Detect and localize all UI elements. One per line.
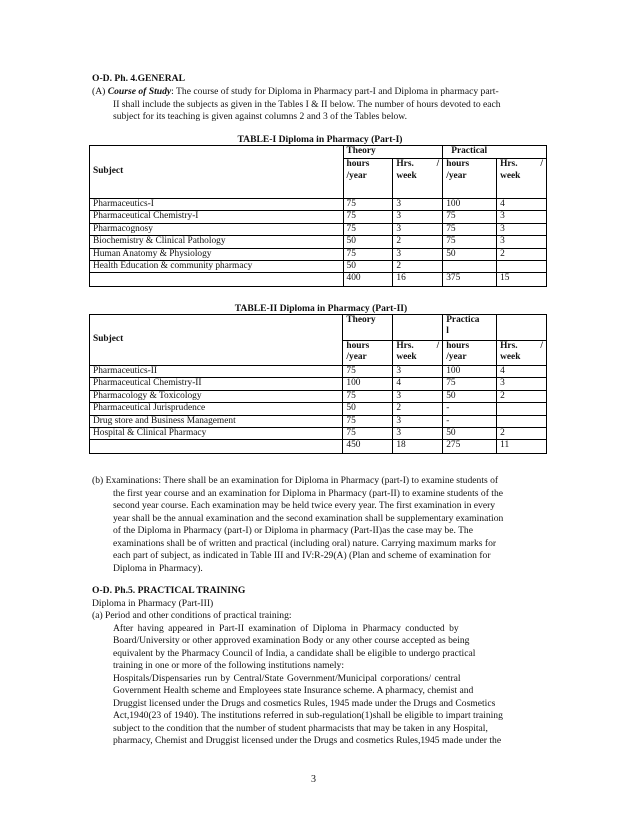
table2 <box>89 314 547 454</box>
subject-cell: Drug store and Business Management <box>90 415 343 427</box>
practical-week-cell <box>497 415 547 427</box>
subject-cell: Health Education & community pharmacy <box>90 261 344 273</box>
training-line: Act,1940(23 of 1940). The institutions referred in sub-regulation(1)shall be eligible to impart training <box>113 710 503 721</box>
subject-cell: Pharmaceutical Jurisprudence <box>90 403 343 415</box>
subject-cell: Human Anatomy & Physiology <box>90 248 344 260</box>
hours-label: hours <box>446 340 470 351</box>
theory-week-cell: 3 <box>393 428 443 440</box>
table-row <box>90 211 547 223</box>
practical-week-cell <box>497 261 547 273</box>
theory-week-cell: 3 <box>393 248 443 260</box>
hours-label: hours <box>346 340 370 351</box>
exams-line: the first year course and an examination for Diploma in Pharmacy (part-II) to examine students of the <box>113 487 504 499</box>
exams-line: examinations shall be of written and practical (including oral) nature. Carrying maximum marks for <box>113 537 497 549</box>
subject-cell: Pharmaceutics-II <box>90 366 343 378</box>
practical-hours-cell: 75 <box>443 211 497 223</box>
training-line: Board/University or other approved examination Body or any other course accepted as being <box>113 635 470 646</box>
training-line: pharmacy, Chemist and Druggist licensed under the Drugs and cosmetics Rules,1945 made under the <box>113 735 502 746</box>
table-row <box>90 378 547 390</box>
training-line: After having appeared in Part-II examination of Diploma in Pharmacy conducted by <box>113 622 459 634</box>
table-row <box>90 223 547 235</box>
exams-line: Diploma in Pharmacy). <box>113 562 203 574</box>
theory-hours-cell: 50 <box>343 236 393 248</box>
general-heading: O-D. Ph. 4.GENERAL <box>92 73 186 84</box>
week-label: week <box>500 351 521 362</box>
practical-week-cell: 3 <box>497 236 547 248</box>
theory-week-cell: 2 <box>393 236 443 248</box>
training-line: Druggist licensed under the Drugs and cosmetics Rules, 1945 made under the Drugs and Cosmetics <box>113 697 496 709</box>
page-number: 3 <box>311 774 316 785</box>
training-intro: (a) Period and other conditions of practical training: <box>92 610 292 621</box>
theory-week-cell: 3 <box>393 211 443 223</box>
hours-label: hours <box>346 159 370 170</box>
theory-hours-cell: 75 <box>343 248 393 260</box>
practical-hours-total: 275 <box>443 440 497 454</box>
table1-practical-header: Practical <box>443 146 547 159</box>
practical-hours-cell: 100 <box>443 199 497 211</box>
course-of-study-rest: : The course of study for Diploma in Pharmacy part-I and Diploma in pharmacy part- <box>171 86 499 97</box>
table-row <box>90 248 547 260</box>
practical-label-b: l <box>446 326 449 337</box>
table2-theory-header: Theory <box>343 315 393 341</box>
table1-caption: TABLE-I Diploma in Pharmacy (Part-I) <box>237 134 403 145</box>
table2-practical-header <box>443 315 497 341</box>
table2-total-row <box>90 440 547 454</box>
practical-hours-cell: - <box>443 415 497 427</box>
practical-week-cell: 2 <box>497 428 547 440</box>
week-label: week <box>500 170 521 181</box>
subject-cell: Pharmacognosy <box>90 223 344 235</box>
theory-hours-total: 450 <box>343 440 393 454</box>
para-a-line-2: subject for its teaching is given against columns 2 and 3 of the Tables below. <box>113 111 408 122</box>
table1-total-row <box>90 273 547 287</box>
slash-label: / <box>540 159 543 170</box>
exams-line: year shall be the annual examination and the second examination shall be supplementary examination <box>113 512 504 524</box>
table-row <box>90 428 547 440</box>
table-row <box>90 390 547 402</box>
table2-practical-hours-header <box>443 340 497 366</box>
theory-week-cell: 2 <box>393 403 443 415</box>
theory-hours-cell: 75 <box>343 223 393 235</box>
practical-week-cell <box>497 403 547 415</box>
subject-cell: Hospital & Clinical Pharmacy <box>90 428 343 440</box>
table1-subject-header: Subject <box>90 146 344 199</box>
subject-cell: Biochemistry & Clinical Pathology <box>90 236 344 248</box>
theory-hours-cell: 50 <box>343 403 393 415</box>
hours-label: hours <box>446 159 470 170</box>
per-year-label: /year <box>446 351 467 362</box>
course-of-study-line <box>92 86 499 98</box>
practical-week-total: 11 <box>497 440 547 454</box>
training-heading: O-D. Ph.5. PRACTICAL TRAINING <box>92 585 246 596</box>
theory-week-cell: 3 <box>393 199 443 211</box>
subject-cell: Pharmaceutics-I <box>90 199 344 211</box>
practical-label-a: Practica <box>446 315 480 325</box>
practical-hours-cell: 100 <box>443 366 497 378</box>
table1-theory-header: Theory <box>343 146 443 159</box>
slash-label: / <box>540 340 543 351</box>
practical-hours-cell: 75 <box>443 236 497 248</box>
exams-line: of the Diploma in Pharmacy (part-I) or Diploma in pharmacy (Part-II)as the case may be. The <box>113 525 473 536</box>
table1-practical-hours-header <box>443 159 497 199</box>
table1 <box>89 145 547 287</box>
practical-week-total: 15 <box>497 273 547 287</box>
hrs-label: Hrs. <box>396 159 414 170</box>
table2-empty-header <box>497 315 547 341</box>
per-year-label: /year <box>446 170 467 181</box>
exams-line: second year course. Each examination may be held twice every year. The first examination in every <box>113 500 496 511</box>
practical-hours-cell: - <box>443 403 497 415</box>
practical-week-cell: 4 <box>497 199 547 211</box>
theory-week-total: 16 <box>393 273 443 287</box>
practical-hours-cell: 50 <box>443 390 497 402</box>
subject-cell: Pharmacology & Toxicology <box>90 390 343 402</box>
subject-cell <box>90 273 344 287</box>
subject-cell <box>90 440 343 454</box>
per-year-label: /year <box>346 170 367 181</box>
week-label: week <box>396 170 417 181</box>
week-label: week <box>396 351 417 362</box>
slash-label: / <box>436 159 440 170</box>
table2-theory-week-header <box>393 340 443 366</box>
table-row <box>90 199 547 211</box>
table2-theory-hours-header <box>343 340 393 366</box>
theory-hours-cell: 75 <box>343 199 393 211</box>
theory-hours-cell: 50 <box>343 261 393 273</box>
training-line: Government Health scheme and Employees state Insurance scheme. A pharmacy, chemist and <box>113 685 474 696</box>
theory-week-cell: 3 <box>393 366 443 378</box>
practical-week-cell: 2 <box>497 390 547 402</box>
practical-hours-cell: 75 <box>443 223 497 235</box>
training-subheading: Diploma in Pharmacy (Part-III) <box>92 597 214 609</box>
theory-hours-cell: 75 <box>343 415 393 427</box>
course-of-study-lead: Course of Study <box>107 86 172 97</box>
table-row <box>90 415 547 427</box>
training-line: training in one or more of the following institutions namely: <box>113 660 345 671</box>
per-year-label: /year <box>346 351 367 362</box>
theory-hours-cell: 100 <box>343 378 393 390</box>
training-line: Hospitals/Dispensaries run by Central/State Government/Municipal corporations/ central <box>113 672 461 684</box>
training-line: equivalent by the Pharmacy Council of India, a candidate shall be eligible to undergo practical <box>113 647 476 659</box>
theory-hours-cell: 75 <box>343 366 393 378</box>
exams-first-line: (b) Examinations: There shall be an examination for Diploma in Pharmacy (part-I) to examine students of <box>92 475 499 486</box>
theory-week-total: 18 <box>393 440 443 454</box>
hrs-label: Hrs. <box>500 340 518 351</box>
practical-week-cell: 3 <box>497 223 547 235</box>
practical-hours-cell <box>443 261 497 273</box>
table1-theory-hours-header <box>343 159 393 199</box>
table-row <box>90 366 547 378</box>
theory-week-cell: 4 <box>393 378 443 390</box>
practical-week-cell: 3 <box>497 378 547 390</box>
practical-week-cell: 4 <box>497 366 547 378</box>
table1-theory-week-header <box>393 159 443 199</box>
theory-hours-cell: 75 <box>343 211 393 223</box>
theory-hours-cell: 75 <box>343 428 393 440</box>
training-line: subject to the condition that the number of student pharmacists that may be taken in any Hospital, <box>113 722 488 734</box>
para-a-line-1: II shall include the subjects as given in the Tables I & II below. The number of hours devoted to each <box>113 98 501 110</box>
para-a-prefix: (A) <box>92 86 108 97</box>
table2-practical-week-header <box>497 340 547 366</box>
hrs-label: Hrs. <box>396 340 414 351</box>
table-row <box>90 261 547 273</box>
table2-subject-header: Subject <box>90 315 343 366</box>
theory-week-cell: 3 <box>393 415 443 427</box>
practical-week-cell: 2 <box>497 248 547 260</box>
practical-week-cell: 3 <box>497 211 547 223</box>
practical-hours-total: 375 <box>443 273 497 287</box>
exams-line: each part of subject, as indicated in Table III and IV:R-29(A) (Plan and scheme of examination for <box>113 550 491 561</box>
practical-hours-cell: 50 <box>443 428 497 440</box>
hrs-label: Hrs. <box>500 159 518 170</box>
table-row <box>90 403 547 415</box>
theory-hours-total: 400 <box>343 273 393 287</box>
theory-hours-cell: 75 <box>343 390 393 402</box>
slash-label: / <box>436 340 440 351</box>
subject-cell: Pharmaceutical Chemistry-II <box>90 378 343 390</box>
practical-hours-cell: 75 <box>443 378 497 390</box>
theory-week-cell: 3 <box>393 223 443 235</box>
subject-cell: Pharmaceutical Chemistry-I <box>90 211 344 223</box>
table2-caption: TABLE-II Diploma in Pharmacy (Part-II) <box>234 303 408 314</box>
theory-week-cell: 2 <box>393 261 443 273</box>
table2-empty-header <box>393 315 443 341</box>
table-row <box>90 236 547 248</box>
theory-week-cell: 3 <box>393 390 443 402</box>
table1-practical-week-header <box>497 159 547 199</box>
practical-hours-cell: 50 <box>443 248 497 260</box>
